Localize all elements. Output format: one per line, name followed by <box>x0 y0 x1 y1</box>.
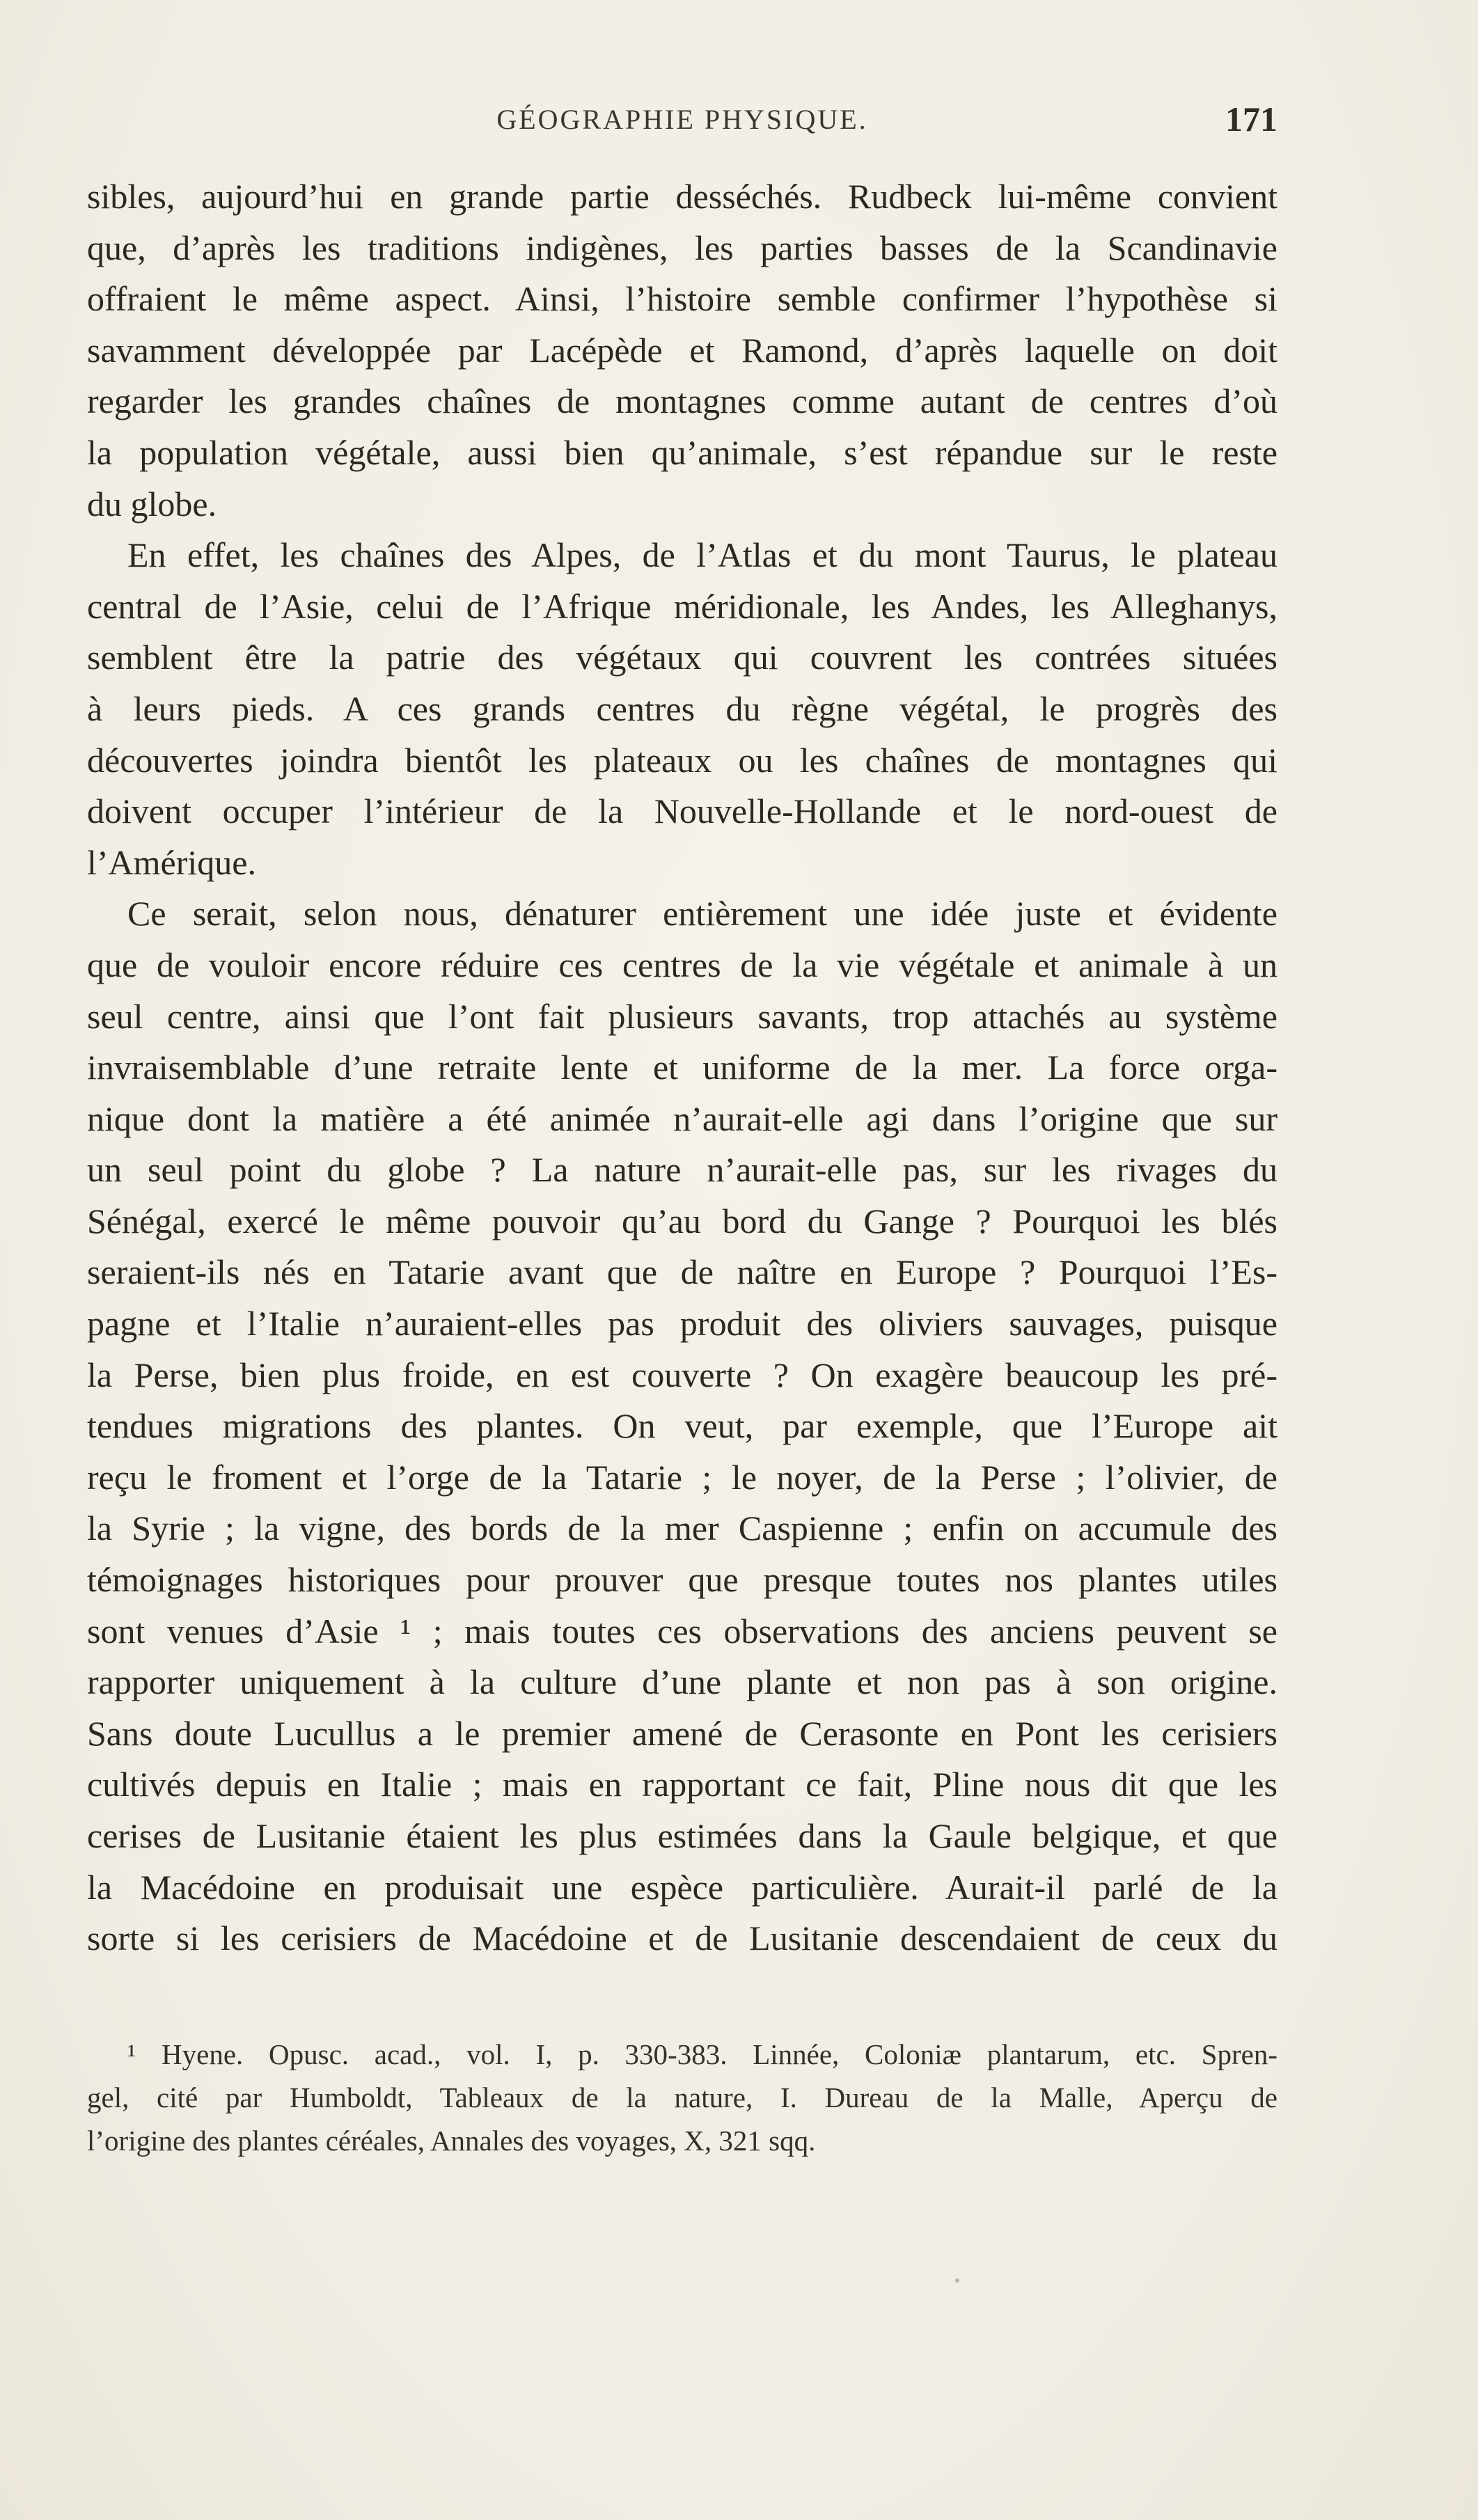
text-line-32: cultivés depuis en Italie ; mais en rapportant ce fait, Pline nous dit que les <box>87 1765 1277 1804</box>
page-number: 171 <box>1225 100 1277 139</box>
running-title: GÉOGRAPHIE PHYSIQUE. <box>496 104 868 135</box>
text-line-19: nique dont la matière a été animée n’aurait-elle agi dans l’origine que sur <box>87 1098 1277 1138</box>
text-line-25: tendues migrations des plantes. On veut, par exemple, que l’Europe ait <box>87 1406 1277 1446</box>
text-line-30: rapporter uniquement à la culture d’une plante et non pas à son origine. <box>87 1662 1277 1702</box>
text-line-23: pagne et l’Italie n’auraient-elles pas produit des oliviers sauvages, puisque <box>87 1304 1277 1344</box>
body-text <box>87 171 1277 1964</box>
text-line-29: sont venues d’Asie ¹ ; mais toutes ces observations des anciens peuvent se <box>87 1611 1277 1651</box>
text-line-27: la Syrie ; la vigne, des bords de la mer Caspienne ; enfin on accumule des <box>87 1509 1277 1548</box>
text-line-24: la Perse, bien plus froide, en est couverte ? On exagère beaucoup les pré- <box>87 1355 1277 1394</box>
footnotes <box>87 2033 1277 2162</box>
text-line-13: doivent occuper l’intérieur de la Nouvelle-Hollande et le nord-ouest de <box>87 792 1277 831</box>
paper-speck <box>955 2278 959 2283</box>
text-line-3: offraient le même aspect. Ainsi, l’histoire semble confirmer l’hypothèse si <box>87 279 1277 319</box>
text-line-2: que, d’après les traditions indigènes, les parties basses de la Scandinavie <box>87 228 1277 267</box>
text-line-28: témoignages historiques pour prouver que presque toutes nos plantes utiles <box>87 1560 1277 1600</box>
text-line-16: que de vouloir encore réduire ces centres de la vie végétale et animale à un <box>87 945 1277 984</box>
text-line-14: l’Amérique. <box>87 842 256 882</box>
text-line-33: cerises de Lusitanie étaient les plus estimées dans la Gaule belgique, et que <box>87 1816 1277 1855</box>
text-line-1: sibles, aujourd’hui en grande partie desséchés. Rudbeck lui-même convient <box>87 177 1277 216</box>
text-line-4: savamment développée par Lacépède et Ramond, d’après laquelle on doit <box>87 330 1277 370</box>
text-line-22: seraient-ils nés en Tatarie avant que de naître en Europe ? Pourquoi l’Es- <box>87 1252 1277 1292</box>
text-line-8: En effet, les chaînes des Alpes, de l’Atlas et du mont Taurus, le plateau <box>127 535 1277 575</box>
text-line-5: regarder les grandes chaînes de montagnes comme autant de centres d’où <box>87 381 1277 421</box>
text-line-17: seul centre, ainsi que l’ont fait plusieurs savants, trop attachés au système <box>87 996 1277 1036</box>
text-line-7: du globe. <box>87 484 217 523</box>
footnote-line-2: gel, cité par Humboldt, Tableaux de la nature, I. Dureau de la Malle, Aperçu de <box>87 2081 1277 2113</box>
text-line-11: à leurs pieds. A ces grands centres du règne végétal, le progrès des <box>87 688 1277 728</box>
text-line-12: découvertes joindra bientôt les plateaux ou les chaînes de montagnes qui <box>87 740 1277 780</box>
text-line-15: Ce serait, selon nous, dénaturer entièrement une idée juste et évidente <box>127 894 1277 934</box>
text-line-26: reçu le froment et l’orge de la Tatarie ; le noyer, de la Perse ; l’olivier, de <box>87 1457 1277 1497</box>
text-line-21: Sénégal, exercé le même pouvoir qu’au bord du Gange ? Pourquoi les blés <box>87 1201 1277 1241</box>
text-line-34: la Macédoine en produisait une espèce particulière. Aurait-il parlé de la <box>87 1867 1277 1907</box>
text-line-20: un seul point du globe ? La nature n’aurait-elle pas, sur les rivages du <box>87 1150 1277 1190</box>
footnote-line-1: ¹ Hyene. Opusc. acad., vol. I, p. 330-383. Linnée, Coloniæ plantarum, etc. Spren- <box>127 2038 1277 2070</box>
text-line-35: sorte si les cerisiers de Macédoine et de Lusitanie descendaient de ceux du <box>87 1919 1277 1958</box>
running-head <box>87 100 1277 152</box>
text-line-10: semblent être la patrie des végétaux qui couvrent les contrées situées <box>87 638 1277 677</box>
text-line-31: Sans doute Lucullus a le premier amené de Cerasonte en Pont les cerisiers <box>87 1713 1277 1753</box>
text-line-6: la population végétale, aussi bien qu’animale, s’est répandue sur le reste <box>87 432 1277 472</box>
text-line-9: central de l’Asie, celui de l’Afrique méridionale, les Andes, les Alleghanys, <box>87 586 1277 626</box>
text-line-18: invraisemblable d’une retraite lente et uniforme de la mer. La force orga- <box>87 1048 1277 1087</box>
footnote-line-3: l’origine des plantes céréales, Annales des voyages, X, 321 sqq. <box>87 2125 816 2157</box>
